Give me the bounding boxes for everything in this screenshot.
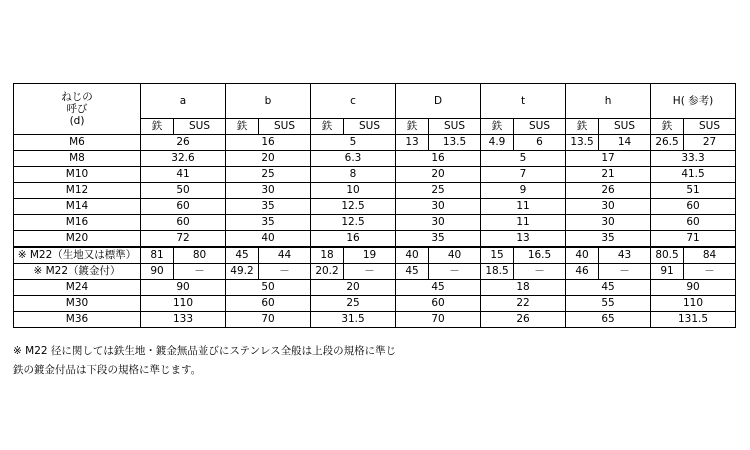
size-cell: ※ M22（生地又は標準） <box>14 247 141 264</box>
iron-value-cell: 26.5 <box>651 135 684 151</box>
value-cell: 30 <box>566 215 651 231</box>
size-cell: M14 <box>14 199 141 215</box>
value-cell: 41 <box>141 167 226 183</box>
iron-header: 鉄 <box>566 119 599 135</box>
nominal-header-line: (d) <box>69 115 85 127</box>
spec-table <box>13 83 736 328</box>
value-cell: 11 <box>481 215 566 231</box>
dimension-header: H( 参考) <box>651 84 736 119</box>
sus-value-cell: 16.5 <box>514 247 566 264</box>
value-cell: 60 <box>226 296 311 312</box>
sus-value-cell: 13.5 <box>429 135 481 151</box>
iron-header: 鉄 <box>651 119 684 135</box>
value-cell: 26 <box>566 183 651 199</box>
value-cell: 11 <box>481 199 566 215</box>
sus-value-cell: － <box>599 264 651 280</box>
dimension-header: c <box>311 84 396 119</box>
footnote-line-1: ※ M22 径に関しては鉄生地・鍍金無品並びにステンレス全般は上段の規格に準じ <box>13 345 397 357</box>
sus-header: SUS <box>259 119 311 135</box>
value-cell: 35 <box>226 215 311 231</box>
sus-header: SUS <box>344 119 396 135</box>
value-cell: 45 <box>396 280 481 296</box>
size-cell: M10 <box>14 167 141 183</box>
value-cell: 60 <box>396 296 481 312</box>
value-cell: 90 <box>141 280 226 296</box>
value-cell: 26 <box>141 135 226 151</box>
value-cell: 8 <box>311 167 396 183</box>
value-cell: 110 <box>651 296 736 312</box>
value-cell: 16 <box>226 135 311 151</box>
size-cell: ※ M22（鍍金付） <box>14 264 141 280</box>
footnote-line-2: 鉄の鍍金付品は下段の規格に準じます。 <box>13 364 202 376</box>
value-cell: 6.3 <box>311 151 396 167</box>
value-cell: 35 <box>396 231 481 248</box>
sus-value-cell: － <box>344 264 396 280</box>
size-cell: M36 <box>14 312 141 328</box>
nominal-header-line: 呼び <box>66 103 88 115</box>
sus-value-cell: － <box>259 264 311 280</box>
nominal-header-line: ねじの <box>61 91 93 103</box>
value-cell: 33.3 <box>651 151 736 167</box>
size-cell: M24 <box>14 280 141 296</box>
value-cell: 30 <box>396 215 481 231</box>
value-cell: 5 <box>311 135 396 151</box>
size-cell: M16 <box>14 215 141 231</box>
table-row <box>14 199 736 215</box>
value-cell: 35 <box>226 199 311 215</box>
sus-header: SUS <box>514 119 566 135</box>
table-row <box>14 296 736 312</box>
value-cell: 71 <box>651 231 736 248</box>
value-cell: 55 <box>566 296 651 312</box>
iron-value-cell: 45 <box>226 247 259 264</box>
iron-value-cell: 18 <box>311 247 344 264</box>
value-cell: 18 <box>481 280 566 296</box>
iron-value-cell: 20.2 <box>311 264 344 280</box>
iron-value-cell: 49.2 <box>226 264 259 280</box>
value-cell: 60 <box>651 215 736 231</box>
size-cell: M6 <box>14 135 141 151</box>
iron-value-cell: 45 <box>396 264 429 280</box>
value-cell: 60 <box>141 215 226 231</box>
value-cell: 70 <box>396 312 481 328</box>
value-cell: 12.5 <box>311 199 396 215</box>
sus-value-cell: － <box>429 264 481 280</box>
value-cell: 30 <box>396 199 481 215</box>
value-cell: 25 <box>311 296 396 312</box>
dimension-header: t <box>481 84 566 119</box>
sus-value-cell: － <box>684 264 736 280</box>
value-cell: 60 <box>141 199 226 215</box>
sus-value-cell: 80 <box>174 247 226 264</box>
iron-value-cell: 4.9 <box>481 135 514 151</box>
value-cell: 32.6 <box>141 151 226 167</box>
iron-header: 鉄 <box>311 119 344 135</box>
sus-value-cell: 43 <box>599 247 651 264</box>
value-cell: 72 <box>141 231 226 248</box>
sus-value-cell: 19 <box>344 247 396 264</box>
iron-value-cell: 13 <box>396 135 429 151</box>
value-cell: 5 <box>481 151 566 167</box>
sus-value-cell: － <box>514 264 566 280</box>
iron-value-cell: 40 <box>566 247 599 264</box>
value-cell: 16 <box>396 151 481 167</box>
size-cell: M12 <box>14 183 141 199</box>
table-row <box>14 312 736 328</box>
table-row <box>14 280 736 296</box>
value-cell: 12.5 <box>311 215 396 231</box>
size-cell: M8 <box>14 151 141 167</box>
sus-header: SUS <box>429 119 481 135</box>
value-cell: 60 <box>651 199 736 215</box>
value-cell: 20 <box>226 151 311 167</box>
iron-header: 鉄 <box>396 119 429 135</box>
iron-value-cell: 90 <box>141 264 174 280</box>
iron-value-cell: 40 <box>396 247 429 264</box>
sus-value-cell: 44 <box>259 247 311 264</box>
value-cell: 16 <box>311 231 396 248</box>
value-cell: 45 <box>566 280 651 296</box>
value-cell: 65 <box>566 312 651 328</box>
value-cell: 9 <box>481 183 566 199</box>
value-cell: 110 <box>141 296 226 312</box>
iron-header: 鉄 <box>141 119 174 135</box>
value-cell: 20 <box>311 280 396 296</box>
sus-value-cell: 27 <box>684 135 736 151</box>
header-row <box>14 84 736 119</box>
dimension-header: b <box>226 84 311 119</box>
iron-value-cell: 81 <box>141 247 174 264</box>
sus-value-cell: 84 <box>684 247 736 264</box>
sus-header: SUS <box>174 119 226 135</box>
value-cell: 10 <box>311 183 396 199</box>
table-row <box>14 151 736 167</box>
value-cell: 131.5 <box>651 312 736 328</box>
value-cell: 30 <box>566 199 651 215</box>
size-cell: M30 <box>14 296 141 312</box>
iron-value-cell: 80.5 <box>651 247 684 264</box>
table-row <box>14 183 736 199</box>
dimension-header: D <box>396 84 481 119</box>
value-cell: 31.5 <box>311 312 396 328</box>
value-cell: 70 <box>226 312 311 328</box>
value-cell: 13 <box>481 231 566 248</box>
iron-value-cell: 91 <box>651 264 684 280</box>
sus-value-cell: 14 <box>599 135 651 151</box>
value-cell: 40 <box>226 231 311 248</box>
value-cell: 25 <box>396 183 481 199</box>
table-row <box>14 135 736 151</box>
sus-value-cell: － <box>174 264 226 280</box>
value-cell: 50 <box>141 183 226 199</box>
value-cell: 26 <box>481 312 566 328</box>
value-cell: 51 <box>651 183 736 199</box>
sus-value-cell: 6 <box>514 135 566 151</box>
iron-value-cell: 13.5 <box>566 135 599 151</box>
table-row <box>14 231 736 248</box>
sus-value-cell: 40 <box>429 247 481 264</box>
sus-header: SUS <box>599 119 651 135</box>
iron-header: 鉄 <box>481 119 514 135</box>
value-cell: 7 <box>481 167 566 183</box>
value-cell: 21 <box>566 167 651 183</box>
value-cell: 20 <box>396 167 481 183</box>
dimension-header: a <box>141 84 226 119</box>
value-cell: 90 <box>651 280 736 296</box>
table-row <box>14 167 736 183</box>
value-cell: 50 <box>226 280 311 296</box>
table-row <box>14 215 736 231</box>
table-row <box>14 264 736 280</box>
iron-value-cell: 18.5 <box>481 264 514 280</box>
dimension-header: h <box>566 84 651 119</box>
value-cell: 41.5 <box>651 167 736 183</box>
iron-header: 鉄 <box>226 119 259 135</box>
value-cell: 25 <box>226 167 311 183</box>
iron-value-cell: 46 <box>566 264 599 280</box>
nominal-size-header <box>14 84 141 135</box>
size-cell: M20 <box>14 231 141 248</box>
sus-header: SUS <box>684 119 736 135</box>
value-cell: 35 <box>566 231 651 248</box>
value-cell: 30 <box>226 183 311 199</box>
value-cell: 22 <box>481 296 566 312</box>
value-cell: 133 <box>141 312 226 328</box>
iron-value-cell: 15 <box>481 247 514 264</box>
value-cell: 17 <box>566 151 651 167</box>
table-row <box>14 247 736 264</box>
